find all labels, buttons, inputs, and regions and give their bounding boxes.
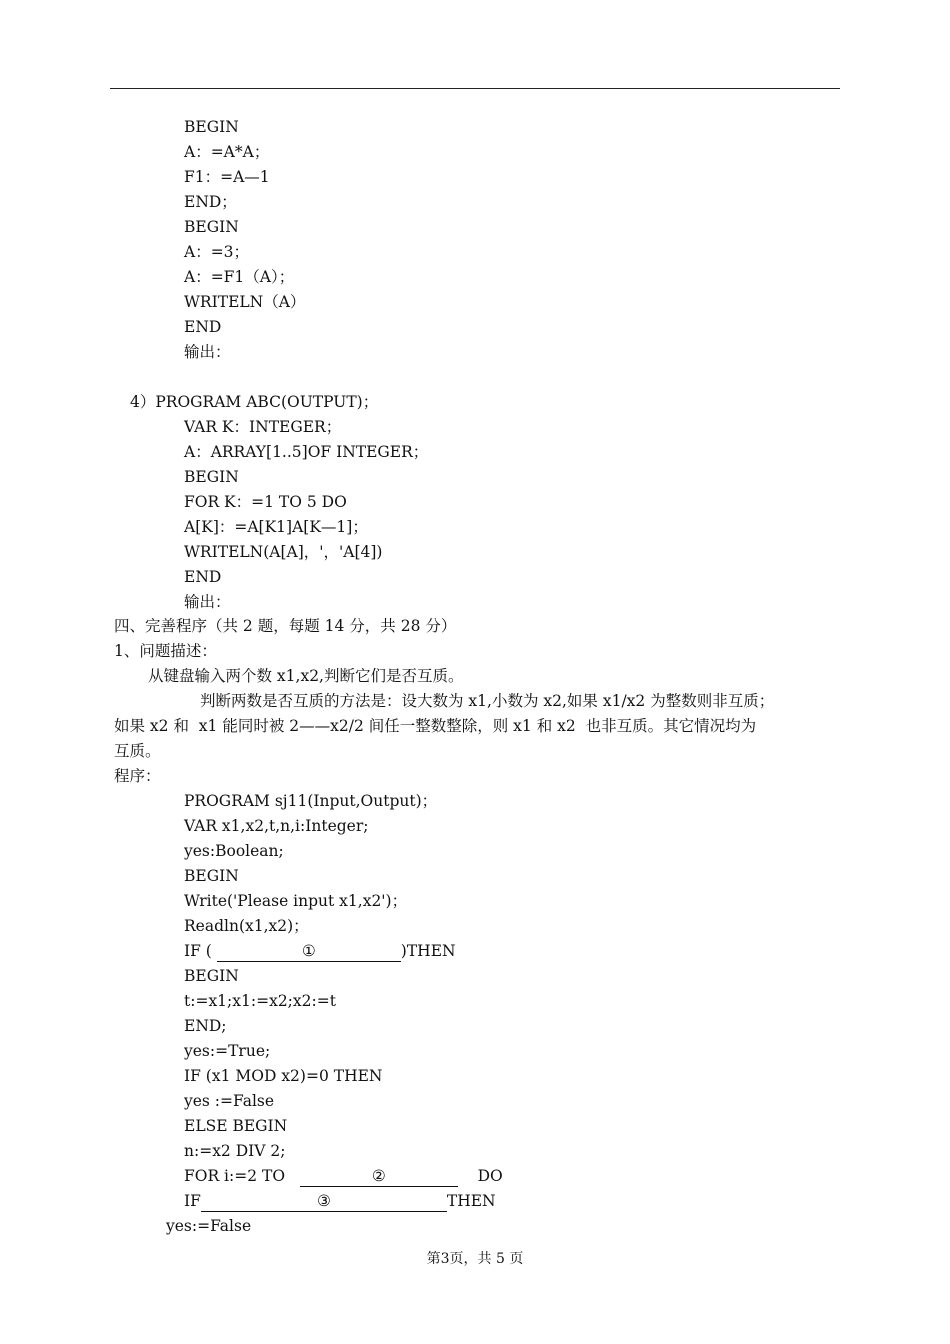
code-text: IF ( bbox=[184, 942, 212, 960]
code-line: A：=F1（A）； bbox=[184, 268, 295, 286]
code-line: END bbox=[184, 568, 222, 586]
code-line: Write('Please input x1,x2')； bbox=[184, 892, 408, 910]
code-line: END; bbox=[184, 1017, 227, 1035]
method-description: 互质。 bbox=[114, 742, 161, 760]
section-title: 四、完善程序（共 2 题，每题 14 分，共 28 分） bbox=[114, 617, 457, 635]
code-line: FOR K：=1 TO 5 DO bbox=[184, 493, 347, 511]
code-line: yes:=False bbox=[166, 1217, 252, 1235]
question-heading: 1、问题描述： bbox=[114, 642, 217, 660]
code-line: yes:Boolean; bbox=[184, 842, 284, 860]
code-line-for-blank2 bbox=[184, 1164, 503, 1189]
code-line: A：=A*A； bbox=[184, 143, 270, 161]
code-text: DO bbox=[477, 1167, 503, 1185]
method-description: 判断两数是否互质的方法是：设大数为 x1,小数为 x2,如果 x1/x2 为整数则非互质； bbox=[200, 692, 775, 710]
code-line-if-blank3 bbox=[184, 1189, 496, 1214]
program4-header: 4）PROGRAM ABC(OUTPUT)； bbox=[130, 393, 379, 411]
problem-description: 从键盘输入两个数 x1,x2,判断它们是否互质。 bbox=[148, 667, 464, 685]
output-label: 输出： bbox=[184, 593, 231, 611]
output-label: 输出： bbox=[184, 343, 231, 361]
code-line: VAR K：INTEGER； bbox=[184, 418, 342, 436]
code-line: VAR x1,x2,t,n,i:Integer; bbox=[184, 817, 369, 835]
page-footer: 第3页，共 5 页 bbox=[426, 1251, 524, 1267]
code-line: IF (x1 MOD x2)=0 THEN bbox=[184, 1067, 383, 1085]
method-description: 如果 x2 和 x1 能同时被 2——x2/2 间任一整数整除，则 x1 和 x2 也非互质。其它情况均为 bbox=[114, 717, 757, 735]
code-text: THEN bbox=[446, 1192, 496, 1210]
code-line: ELSE BEGIN bbox=[184, 1117, 288, 1135]
code-line: PROGRAM sj11(Input,Output)； bbox=[184, 792, 438, 810]
header-rule bbox=[110, 88, 840, 89]
code-line: END bbox=[184, 318, 222, 336]
code-text: FOR i:=2 TO bbox=[184, 1167, 286, 1185]
code-line: BEGIN bbox=[184, 218, 239, 236]
program-label: 程序： bbox=[114, 767, 161, 785]
code-line: BEGIN bbox=[184, 967, 239, 985]
code-line-if-blank1 bbox=[184, 939, 456, 964]
code-line: Readln(x1,x2)； bbox=[184, 917, 309, 935]
code-line: n:=x2 DIV 2; bbox=[184, 1142, 286, 1160]
code-line: A：=3； bbox=[184, 243, 250, 261]
code-line: t:=x1;x1:=x2;x2:=t bbox=[184, 992, 336, 1010]
answer-blank-2[interactable]: ② bbox=[300, 1167, 458, 1187]
code-line: yes:=True; bbox=[184, 1042, 271, 1060]
code-text: )THEN bbox=[400, 942, 456, 960]
code-line: A[K]：=A[K1]A[K—1]； bbox=[184, 518, 368, 536]
answer-blank-3[interactable]: ③ bbox=[201, 1192, 447, 1212]
code-line: END； bbox=[184, 193, 237, 211]
code-line: BEGIN bbox=[184, 468, 239, 486]
code-line: yes :=False bbox=[184, 1092, 275, 1110]
code-line: A：ARRAY[1..5]OF INTEGER； bbox=[184, 443, 429, 461]
code-line: BEGIN bbox=[184, 867, 239, 885]
code-line: F1：=A—1 bbox=[184, 168, 270, 186]
code-line: WRITELN（A） bbox=[184, 293, 306, 311]
code-line: WRITELN(A[A]，'，'A[4]) bbox=[184, 543, 383, 561]
answer-blank-1[interactable]: ① bbox=[217, 942, 401, 962]
code-line: BEGIN bbox=[184, 118, 239, 136]
code-text: IF bbox=[184, 1192, 201, 1210]
